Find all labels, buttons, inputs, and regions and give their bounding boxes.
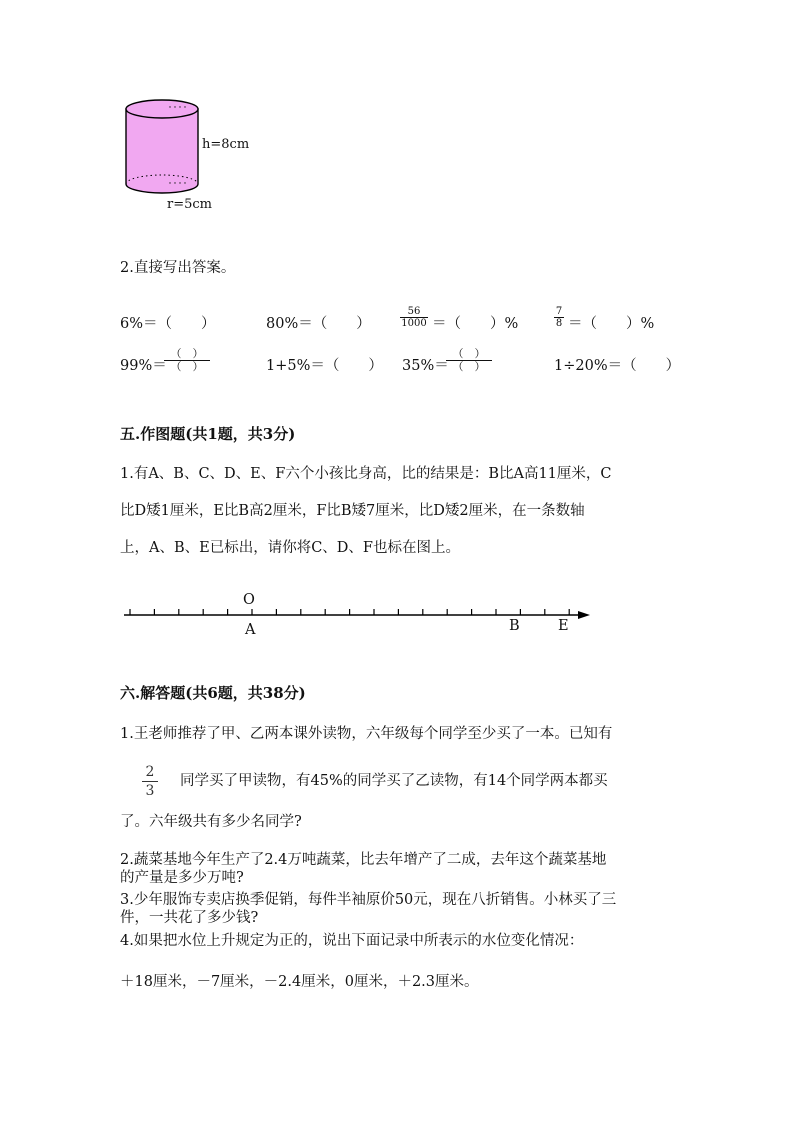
calc-item-1: 6%＝（ ）	[120, 316, 216, 332]
axis-label-o: O	[243, 592, 255, 608]
question-3-line2: 件，一共花了多少钱?	[120, 910, 259, 926]
answer-fraction-1	[164, 348, 210, 373]
fraction-denominator: （ ）	[452, 360, 486, 373]
cylinder-body	[126, 109, 198, 193]
answer-fraction-2	[446, 348, 492, 373]
number-line	[110, 600, 600, 630]
question-1-line1: 1.王老师推荐了甲、乙两本课外读物，六年级每个同学至少买了一本。已知有	[120, 726, 613, 742]
question-text-line: 1.有A、B、C、D、E、F六个小孩比身高，比的结果是：B比A高11厘米，C	[120, 466, 612, 482]
fraction-56-1000	[400, 306, 428, 329]
question-2-line2: 的产量是多少万吨?	[120, 870, 244, 886]
calc-item-5-prefix: 99%＝	[120, 358, 167, 374]
calc-item-7-prefix: 35%＝	[402, 358, 449, 374]
cylinder-top	[126, 100, 198, 118]
question-text-line: 比D矮1厘米，E比B高2厘米，F比B矮7厘米，比D矮2厘米，在一条数轴	[120, 503, 585, 519]
calc-item-6: 1+5%＝（ ）	[266, 358, 383, 374]
section-heading-6: 六.解答题(共6题，共38分)	[120, 684, 306, 702]
question-4-line2: ＋18厘米，－7厘米，－2.4厘米，0厘米，＋2.3厘米。	[120, 974, 479, 990]
fraction-denominator: 1000	[401, 318, 427, 329]
fraction-numerator: （ ）	[452, 347, 486, 360]
question-2-line1: 2.蔬菜基地今年生产了2.4万吨蔬菜，比去年增产了二成，去年这个蔬菜基地	[120, 852, 607, 868]
fraction-denominator: （ ）	[170, 360, 204, 373]
radius-label: r=5cm	[167, 197, 212, 212]
calc-item-2: 80%＝（ ）	[266, 316, 371, 332]
calc-item-8: 1÷20%＝（ ）	[554, 358, 681, 374]
axis-arrow	[578, 611, 590, 619]
fraction-numerator: （ ）	[170, 347, 204, 360]
question-3-line1: 3.少年服饰专卖店换季促销，每件半袖原价50元，现在八折销售。小林买了三	[120, 892, 617, 908]
fraction-denominator: 8	[555, 318, 563, 329]
axis-label-b: B	[509, 618, 520, 634]
fraction-7-8	[554, 306, 564, 329]
question-4-line1: 4.如果把水位上升规定为正的，说出下面记录中所表示的水位变化情况：	[120, 933, 584, 949]
height-label: h=8cm	[202, 137, 250, 152]
calc-item-3: ＝（ ）%	[432, 316, 519, 332]
fraction-numerator: 2	[145, 764, 155, 780]
question-1-line3: 了。六年级共有多少名同学?	[120, 814, 302, 830]
fraction-denominator: 3	[145, 783, 155, 799]
axis-label-e: E	[558, 618, 569, 634]
fraction-2-3	[142, 764, 158, 799]
calc-item-4: ＝（ ）%	[568, 316, 655, 332]
question-title: 2.直接写出答案。	[120, 260, 236, 276]
section-heading-5: 五.作图题(共1题，共3分)	[120, 425, 296, 443]
fraction-numerator: 56	[407, 306, 421, 317]
question-text-line: 上，A、B、E已标出，请你将C、D、F也标在图上。	[120, 540, 460, 556]
question-1-line2: 同学买了甲读物，有45%的同学买了乙读物，有14个同学两本都买	[180, 773, 608, 789]
axis-label-a: A	[245, 622, 256, 638]
fraction-numerator: 7	[555, 306, 563, 317]
